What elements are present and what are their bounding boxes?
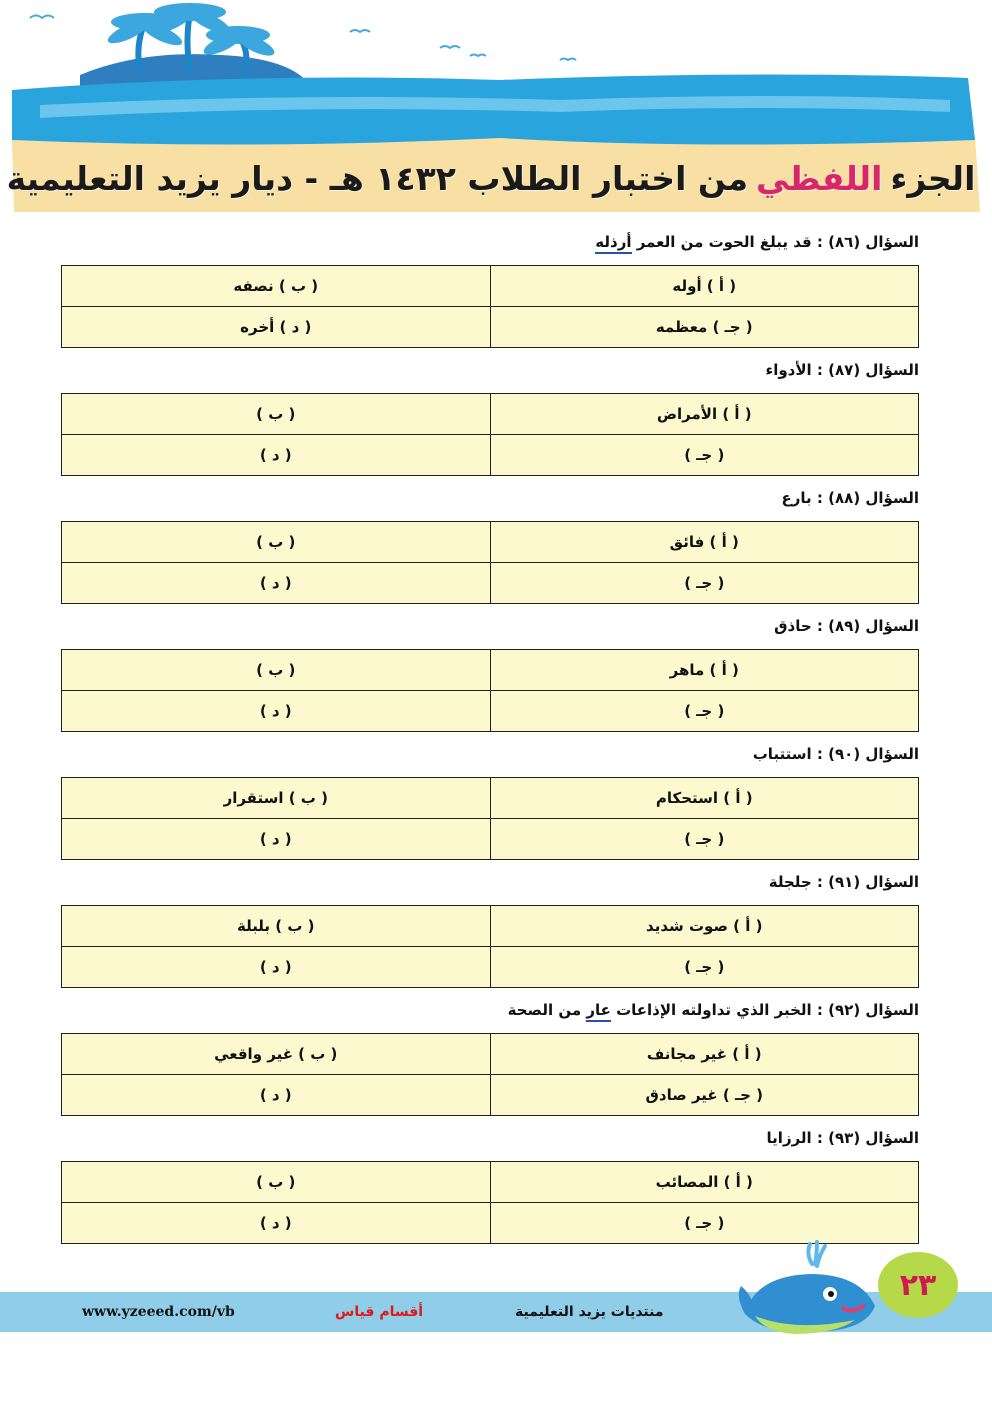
options-table: [61, 777, 919, 860]
question-label: [61, 1124, 919, 1152]
option-b[interactable]: ( ب ): [62, 394, 491, 435]
option-a[interactable]: ( أ ) أوله: [490, 266, 919, 307]
options-row: [62, 650, 919, 691]
options-table: [61, 265, 919, 348]
question-text: السؤال (٩٠) : استتباب: [752, 745, 919, 763]
question-label: [61, 868, 919, 896]
options-row: [62, 906, 919, 947]
title-highlight: اللفظي: [756, 158, 883, 198]
forum-name: منتديات يزيد التعليمية: [515, 1304, 664, 1320]
options-table: [61, 649, 919, 732]
title-part-1: الجزء: [890, 158, 976, 198]
option-d[interactable]: ( د ): [62, 1203, 491, 1244]
option-d[interactable]: ( د ) أخره: [62, 307, 491, 348]
option-c[interactable]: ( جـ ) غير صادق: [490, 1075, 919, 1116]
question-text: السؤال (٩٢) : الخبر الذي تداولته الإذاعات: [610, 1001, 919, 1019]
page-header: [0, 0, 992, 212]
options-row: [62, 435, 919, 476]
option-c[interactable]: ( جـ ): [490, 947, 919, 988]
options-table: [61, 393, 919, 476]
question-text: السؤال (٨٦) : قد يبلغ الحوت من العمر: [631, 233, 919, 251]
question-underlined-word: أرذله: [595, 233, 631, 254]
question-text: السؤال (٩٣) : الرزايا: [766, 1129, 919, 1147]
option-b[interactable]: ( ب ) استقرار: [62, 778, 491, 819]
question-text: السؤال (٨٨) : بارع: [781, 489, 919, 507]
option-c[interactable]: ( جـ ): [490, 435, 919, 476]
question-label: [61, 740, 919, 768]
options-row: [62, 1162, 919, 1203]
question-label: [61, 228, 919, 256]
options-row: [62, 947, 919, 988]
option-c[interactable]: ( جـ ): [490, 1203, 919, 1244]
question-text: السؤال (٨٧) : الأدواء: [765, 361, 919, 379]
option-b[interactable]: ( ب ) نصفه: [62, 266, 491, 307]
options-table: [61, 1161, 919, 1244]
option-b[interactable]: ( ب ) بلبلة: [62, 906, 491, 947]
option-c[interactable]: ( جـ ): [490, 563, 919, 604]
question-label: [61, 612, 919, 640]
option-a[interactable]: ( أ ) ماهر: [490, 650, 919, 691]
page-footer: [0, 1236, 992, 1346]
question-underlined-word: عار: [586, 1001, 611, 1022]
option-a[interactable]: ( أ ) الأمراض: [490, 394, 919, 435]
options-table: [61, 905, 919, 988]
questions-list: [61, 228, 919, 1252]
page-number-badge: ٢٣: [878, 1252, 958, 1318]
question-label: [61, 996, 919, 1024]
options-row: [62, 778, 919, 819]
question-text: السؤال (٩١) : جلجلة: [768, 873, 919, 891]
options-row: [62, 563, 919, 604]
option-b[interactable]: ( ب ) غير واقعي: [62, 1034, 491, 1075]
options-table: [61, 1033, 919, 1116]
options-row: [62, 691, 919, 732]
option-c[interactable]: ( جـ ): [490, 819, 919, 860]
section-link[interactable]: أقسام قياس: [335, 1304, 424, 1320]
option-d[interactable]: ( د ): [62, 563, 491, 604]
question-text-end: من الصحة: [507, 1001, 587, 1019]
options-row: [62, 819, 919, 860]
website-link[interactable]: www.yzeeed.com/vb: [82, 1304, 235, 1320]
option-a[interactable]: ( أ ) صوت شديد: [490, 906, 919, 947]
option-b[interactable]: ( ب ): [62, 522, 491, 563]
option-b[interactable]: ( ب ): [62, 650, 491, 691]
option-d[interactable]: ( د ): [62, 947, 491, 988]
options-table: [61, 521, 919, 604]
option-d[interactable]: ( د ): [62, 819, 491, 860]
option-b[interactable]: ( ب ): [62, 1162, 491, 1203]
option-d[interactable]: ( د ): [62, 691, 491, 732]
question-text: السؤال (٨٩) : حاذق: [774, 617, 919, 635]
option-a[interactable]: ( أ ) فائق: [490, 522, 919, 563]
title-part-2: من اختبار الطلاب ١٤٣٢ هـ - ديار يزيد التعليمية: [6, 158, 749, 198]
option-c[interactable]: ( جـ ) معظمه: [490, 307, 919, 348]
page-title: [6, 150, 976, 206]
options-row: [62, 1034, 919, 1075]
option-a[interactable]: ( أ ) المصائب: [490, 1162, 919, 1203]
whale-icon: [735, 1236, 885, 1346]
options-row: [62, 1075, 919, 1116]
options-row: [62, 394, 919, 435]
question-label: [61, 356, 919, 384]
options-row: [62, 307, 919, 348]
option-d[interactable]: ( د ): [62, 1075, 491, 1116]
option-a[interactable]: ( أ ) استحكام: [490, 778, 919, 819]
options-row: [62, 266, 919, 307]
options-row: [62, 522, 919, 563]
option-a[interactable]: ( أ ) غير مجانف: [490, 1034, 919, 1075]
option-d[interactable]: ( د ): [62, 435, 491, 476]
question-label: [61, 484, 919, 512]
option-c[interactable]: ( جـ ): [490, 691, 919, 732]
